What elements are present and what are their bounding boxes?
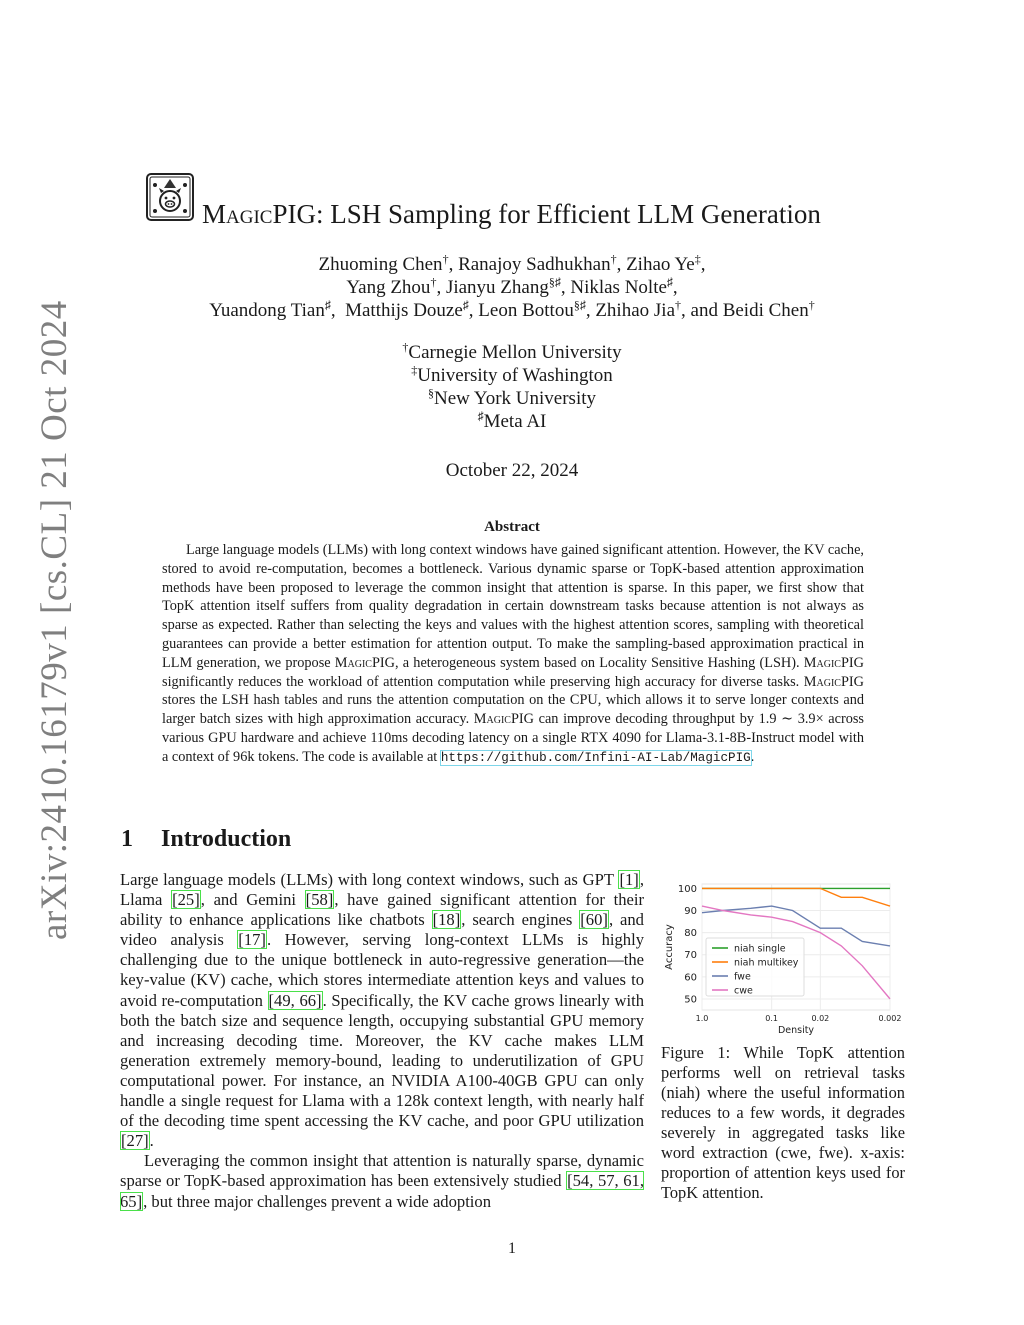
abstract-text: significantly reduces the workload of attention computation while preserving high accuracy for diverse tasks. — [162, 673, 804, 690]
author-mark: † — [808, 298, 815, 312]
citation-link[interactable]: [25] — [172, 890, 200, 910]
authors-and: and — [690, 300, 718, 321]
author-name: Yang Zhou — [346, 277, 431, 298]
y-tick-label: 60 — [684, 972, 697, 984]
author-mark: † — [430, 275, 437, 289]
author-name: Niklas Nolte — [570, 277, 667, 298]
authors-line-2: Yang Zhou†, Jianyu Zhang§♯, Niklas Nolte♯, — [346, 275, 678, 298]
abstract-body — [162, 541, 864, 768]
citation-link[interactable]: [1] — [619, 870, 639, 889]
x-tick-label: 0.002 — [878, 1014, 902, 1023]
affiliation-mark: ♯ — [477, 409, 484, 423]
abstract-text: . — [750, 748, 755, 765]
y-tick-label: 100 — [677, 883, 697, 895]
citation-link[interactable]: [58] — [305, 890, 334, 910]
author-mark: † — [675, 298, 682, 312]
affiliation-mark: † — [402, 340, 409, 354]
github-link[interactable]: https://github.com/Infini-AI-Lab/MagicPIG — [440, 750, 751, 765]
intro-text: . Specifically, the KV cache grows linearly with both the batch size and sequence length, occupying substantial GPU memory and increasing decoding time. Moreover, the KV cache makes LLM generation extremely memory-bound, leading to underutilization of GPU computational power. For instance, an NVIDIA A100-40GB GPU can only handle a single request for Llama with a 128k context length, with nearly half of the decoding time spent accessing the KV cache, and poor GPU utilization — [120, 990, 644, 1131]
y-tick-label: 90 — [684, 906, 697, 918]
figure-1-chart — [658, 870, 906, 1040]
author-mark: † — [442, 252, 449, 266]
intro-text: Large language models (LLMs) with long context windows, such as GPT — [120, 870, 619, 889]
title-system-name: MagicPIG — [202, 199, 316, 229]
section-number: 1 — [121, 826, 133, 852]
abstract-text: Large language models (LLMs) with long context windows have gained significant attention. However, the KV cache, stored to avoid re-computation, becomes a bottleneck. Various dynamic sparse or TopK-based attention approximation methods have been proposed to leverage the common insight that attention is sparse. In this paper, we first show that TopK attention itself suffers from quality degradation in certain downstream tasks because attention is not always as sparse as expected. Rather than selecting the keys and values with the highest attention scores, sampling with theoretical guarantees can provide a better estimation for attention output. To make the sampling-based approximation practical in LLM generation, we propose — [162, 542, 864, 671]
section-title: Introduction — [161, 826, 292, 852]
author-name: Jianyu Zhang — [445, 277, 549, 298]
x-axis-label: Density — [777, 1025, 815, 1036]
affiliation-name: University of Washington — [417, 365, 613, 386]
intro-text: , search engines — [461, 910, 580, 930]
affiliation-cmu — [0, 341, 1024, 364]
citation-link[interactable]: [18] — [432, 910, 461, 930]
arxiv-side-stamp: arXiv:2410.16179v1 [cs.CL] 21 Oct 2024 — [34, 300, 75, 940]
affiliation-mark: ‡ — [411, 363, 418, 377]
intro-paragraph-1 — [120, 870, 644, 1151]
legend-label: niah multikey — [734, 957, 799, 969]
intro-text: , have gained significant attention for their ability to enhance applications like chatbots — [120, 890, 644, 930]
intro-text: , Llama — [120, 870, 644, 910]
abstract-text: , a heterogeneous system based on Locality Sensitive Hashing (LSH). — [395, 654, 804, 671]
author-mark: ♯ — [462, 298, 469, 312]
authors-line-3: Yuandong Tian♯, Matthijs Douze♯, Leon Bottou§♯, Zhihao Jia†, and Beidi Chen† — [209, 298, 815, 321]
intro-body — [120, 870, 644, 1212]
intro-paragraph-2 — [120, 1151, 644, 1211]
authors-line-1: Zhuoming Chen†, Ranajoy Sadhukhan†, Zihao Ye‡, — [318, 252, 706, 275]
affiliation-name: New York University — [433, 388, 597, 409]
magicpig-logo — [146, 173, 194, 221]
abstract-text: stores the LSH hash tables and runs the attention computation on the CPU, which allows it to serve longer contexts and larger batch sizes with high approximation accuracy. — [162, 692, 864, 728]
title-rest: : LSH Sampling for Efficient LLM Generation — [315, 199, 821, 229]
intro-text: . — [149, 1131, 154, 1151]
citation-link[interactable]: [60] — [580, 910, 608, 930]
abstract-heading: Abstract — [484, 519, 540, 535]
author-mark: ‡ — [694, 252, 701, 266]
author-mark: ♯ — [666, 275, 673, 289]
legend-label: cwe — [734, 985, 753, 997]
system-name: MagicPIG — [803, 673, 864, 690]
system-name: MagicPIG — [803, 654, 864, 671]
author-mark: ♯ — [324, 298, 331, 312]
legend-label: fwe — [734, 971, 751, 983]
author-mark: † — [610, 252, 617, 266]
legend-label: niah single — [734, 943, 786, 955]
citation-link[interactable]: [27] — [121, 1131, 149, 1151]
page-number: 1 — [508, 1240, 516, 1257]
author-name: Yuandong Tian — [209, 300, 325, 321]
affiliation-uw — [0, 364, 1024, 387]
affiliation-name: Meta AI — [483, 411, 547, 432]
affiliation-mark: § — [427, 386, 434, 400]
intro-text: , but three major challenges prevent a wide adoption — [143, 1191, 492, 1211]
intro-text: , and video analysis — [120, 910, 644, 950]
x-tick-label: 0.02 — [811, 1014, 830, 1023]
system-name: MagicPIG — [334, 654, 395, 671]
author-mark: §♯ — [573, 298, 586, 312]
author-name: Matthijs Douze — [345, 300, 463, 321]
author-name: Zihao Ye — [626, 254, 695, 275]
author-mark: §♯ — [548, 275, 561, 289]
intro-text: . However, serving long-context LLMs is highly challenging due to the unique bottleneck in auto-regressive generation—the key-value (KV) cache, which stores intermediate attention keys and values to avoid re-computation — [120, 930, 644, 1010]
citation-link[interactable]: [54, 57, 61, 65] — [120, 1171, 644, 1211]
section-heading — [121, 826, 291, 853]
citation-link[interactable]: [17] — [238, 930, 266, 950]
author-name: Leon Bottou — [478, 300, 574, 321]
author-name: Beidi Chen — [722, 300, 809, 321]
x-tick-label: 1.0 — [695, 1014, 709, 1023]
y-tick-label: 70 — [684, 950, 697, 962]
author-name: Ranajoy Sadhukhan — [458, 254, 611, 275]
affiliation-meta — [0, 410, 1024, 433]
figure-caption: Figure 1: While TopK attention performs well on retrieval tasks (niah) where the useful information reduces to a few words, it degrades severely in aggregated tasks like word extraction (cwe, fwe). x-axis: proportion of attention keys used for TopK attention. — [661, 1043, 905, 1202]
affiliation-name: Carnegie Mellon University — [408, 342, 622, 363]
y-tick-label: 50 — [684, 994, 697, 1006]
y-axis-label: Accuracy — [664, 924, 675, 970]
intro-text: , and Gemini — [200, 890, 305, 910]
x-tick-label: 0.1 — [765, 1014, 779, 1023]
intro-text: Leveraging the common insight that attention is naturally sparse, dynamic sparse or TopK-based approximation has been extensively studied — [120, 1151, 644, 1191]
affiliation-nyu — [0, 387, 1024, 410]
abstract-text: can improve decoding throughput by 1.9 ∼ 3.9× across various GPU hardware and achieve 110ms decoding latency on a single RTX 4090 for Llama-3.1-8B-Instruct model with a context of 96k tokens. The code is available at — [162, 711, 864, 765]
author-name: Zhihao Jia — [595, 300, 676, 321]
system-name: MagicPIG — [473, 711, 534, 728]
paper-title — [202, 194, 922, 234]
paper-date: October 22, 2024 — [445, 460, 579, 481]
accuracy-density-chart — [658, 870, 906, 1040]
citation-link[interactable]: [49, 66] — [268, 990, 322, 1010]
y-tick-label: 80 — [684, 928, 697, 940]
author-name: Zhuoming Chen — [318, 254, 443, 275]
